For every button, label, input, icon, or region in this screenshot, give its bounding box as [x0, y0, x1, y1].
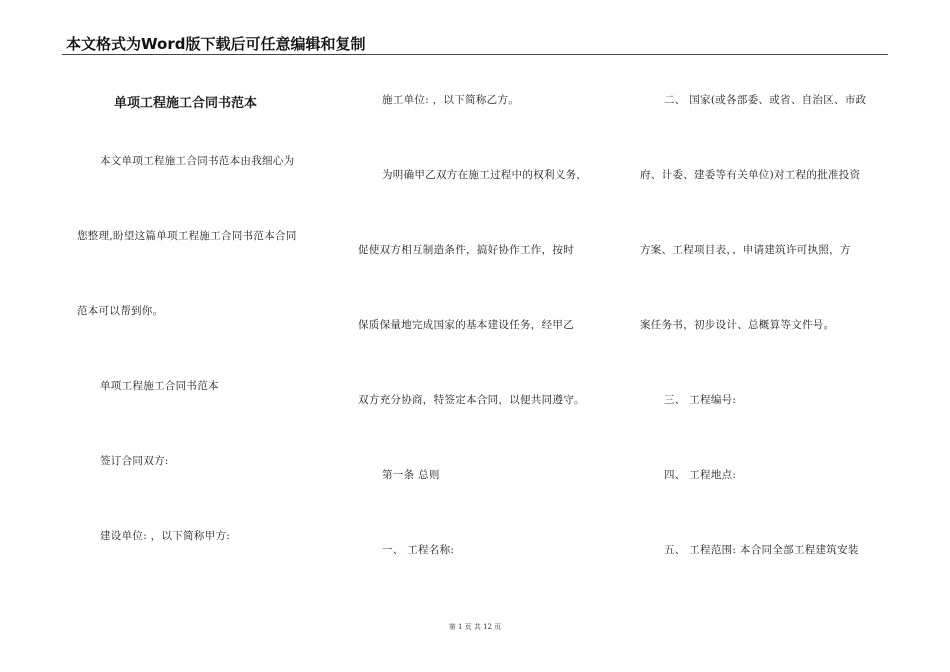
paragraph-line: 保质保量地完成国家的基本建设任务，经甲乙 [358, 319, 574, 331]
header-divider [62, 54, 888, 55]
document-title: 单项工程施工合同书范本 [114, 96, 258, 111]
paragraph-line: 双方充分协商，特签定本合同，以便共同遵守。 [358, 394, 585, 406]
paragraph-line: 促使双方相互制造条件，搞好协作工作，按时 [358, 244, 574, 256]
paragraph-line: 本文单项工程施工合同书范本由我细心为 [100, 155, 295, 167]
paragraph-line: 三、 工程编号: [664, 394, 737, 406]
paragraph-line: 为明确甲乙双方在施工过程中的权利义务， [382, 169, 588, 181]
paragraph-line: 施工单位: ，以下简称乙方。 [382, 94, 520, 106]
paragraph-line: 建设单位: ，以下简称甲方: [100, 530, 231, 542]
paragraph-line: 您整理,盼望这篇单项工程施工合同书范本合同 [77, 230, 297, 242]
paragraph-line: 案任务书，初步设计、总概算等文件号。 [640, 319, 835, 331]
paragraph-line: 单项工程施工合同书范本 [100, 380, 219, 392]
paragraph-line: 一、 工程名称: [382, 544, 455, 556]
header-text: 本文格式为Word版下载后可任意编辑和复制 [66, 35, 366, 53]
paragraph-line: 二、 国家(或各部委、或省、自治区、市政 [664, 94, 867, 106]
paragraph-line: 府、计委、建委等有关单位)对工程的批准投资 [640, 169, 861, 181]
page-number: 第 1 页 共 12 页 [448, 623, 502, 631]
paragraph-line: 五、 工程范围: 本合同全部工程建筑安装 [664, 544, 859, 556]
paragraph-line: 范本可以帮到你。 [77, 305, 164, 317]
paragraph-line: 四、 工程地点: [664, 469, 737, 481]
paragraph-line: 方案、工程项目表，、申请建筑许可执照，方 [640, 244, 851, 256]
paragraph-line: 签订合同双方: [100, 455, 169, 467]
section-heading: 第一条 总则 [382, 469, 440, 481]
